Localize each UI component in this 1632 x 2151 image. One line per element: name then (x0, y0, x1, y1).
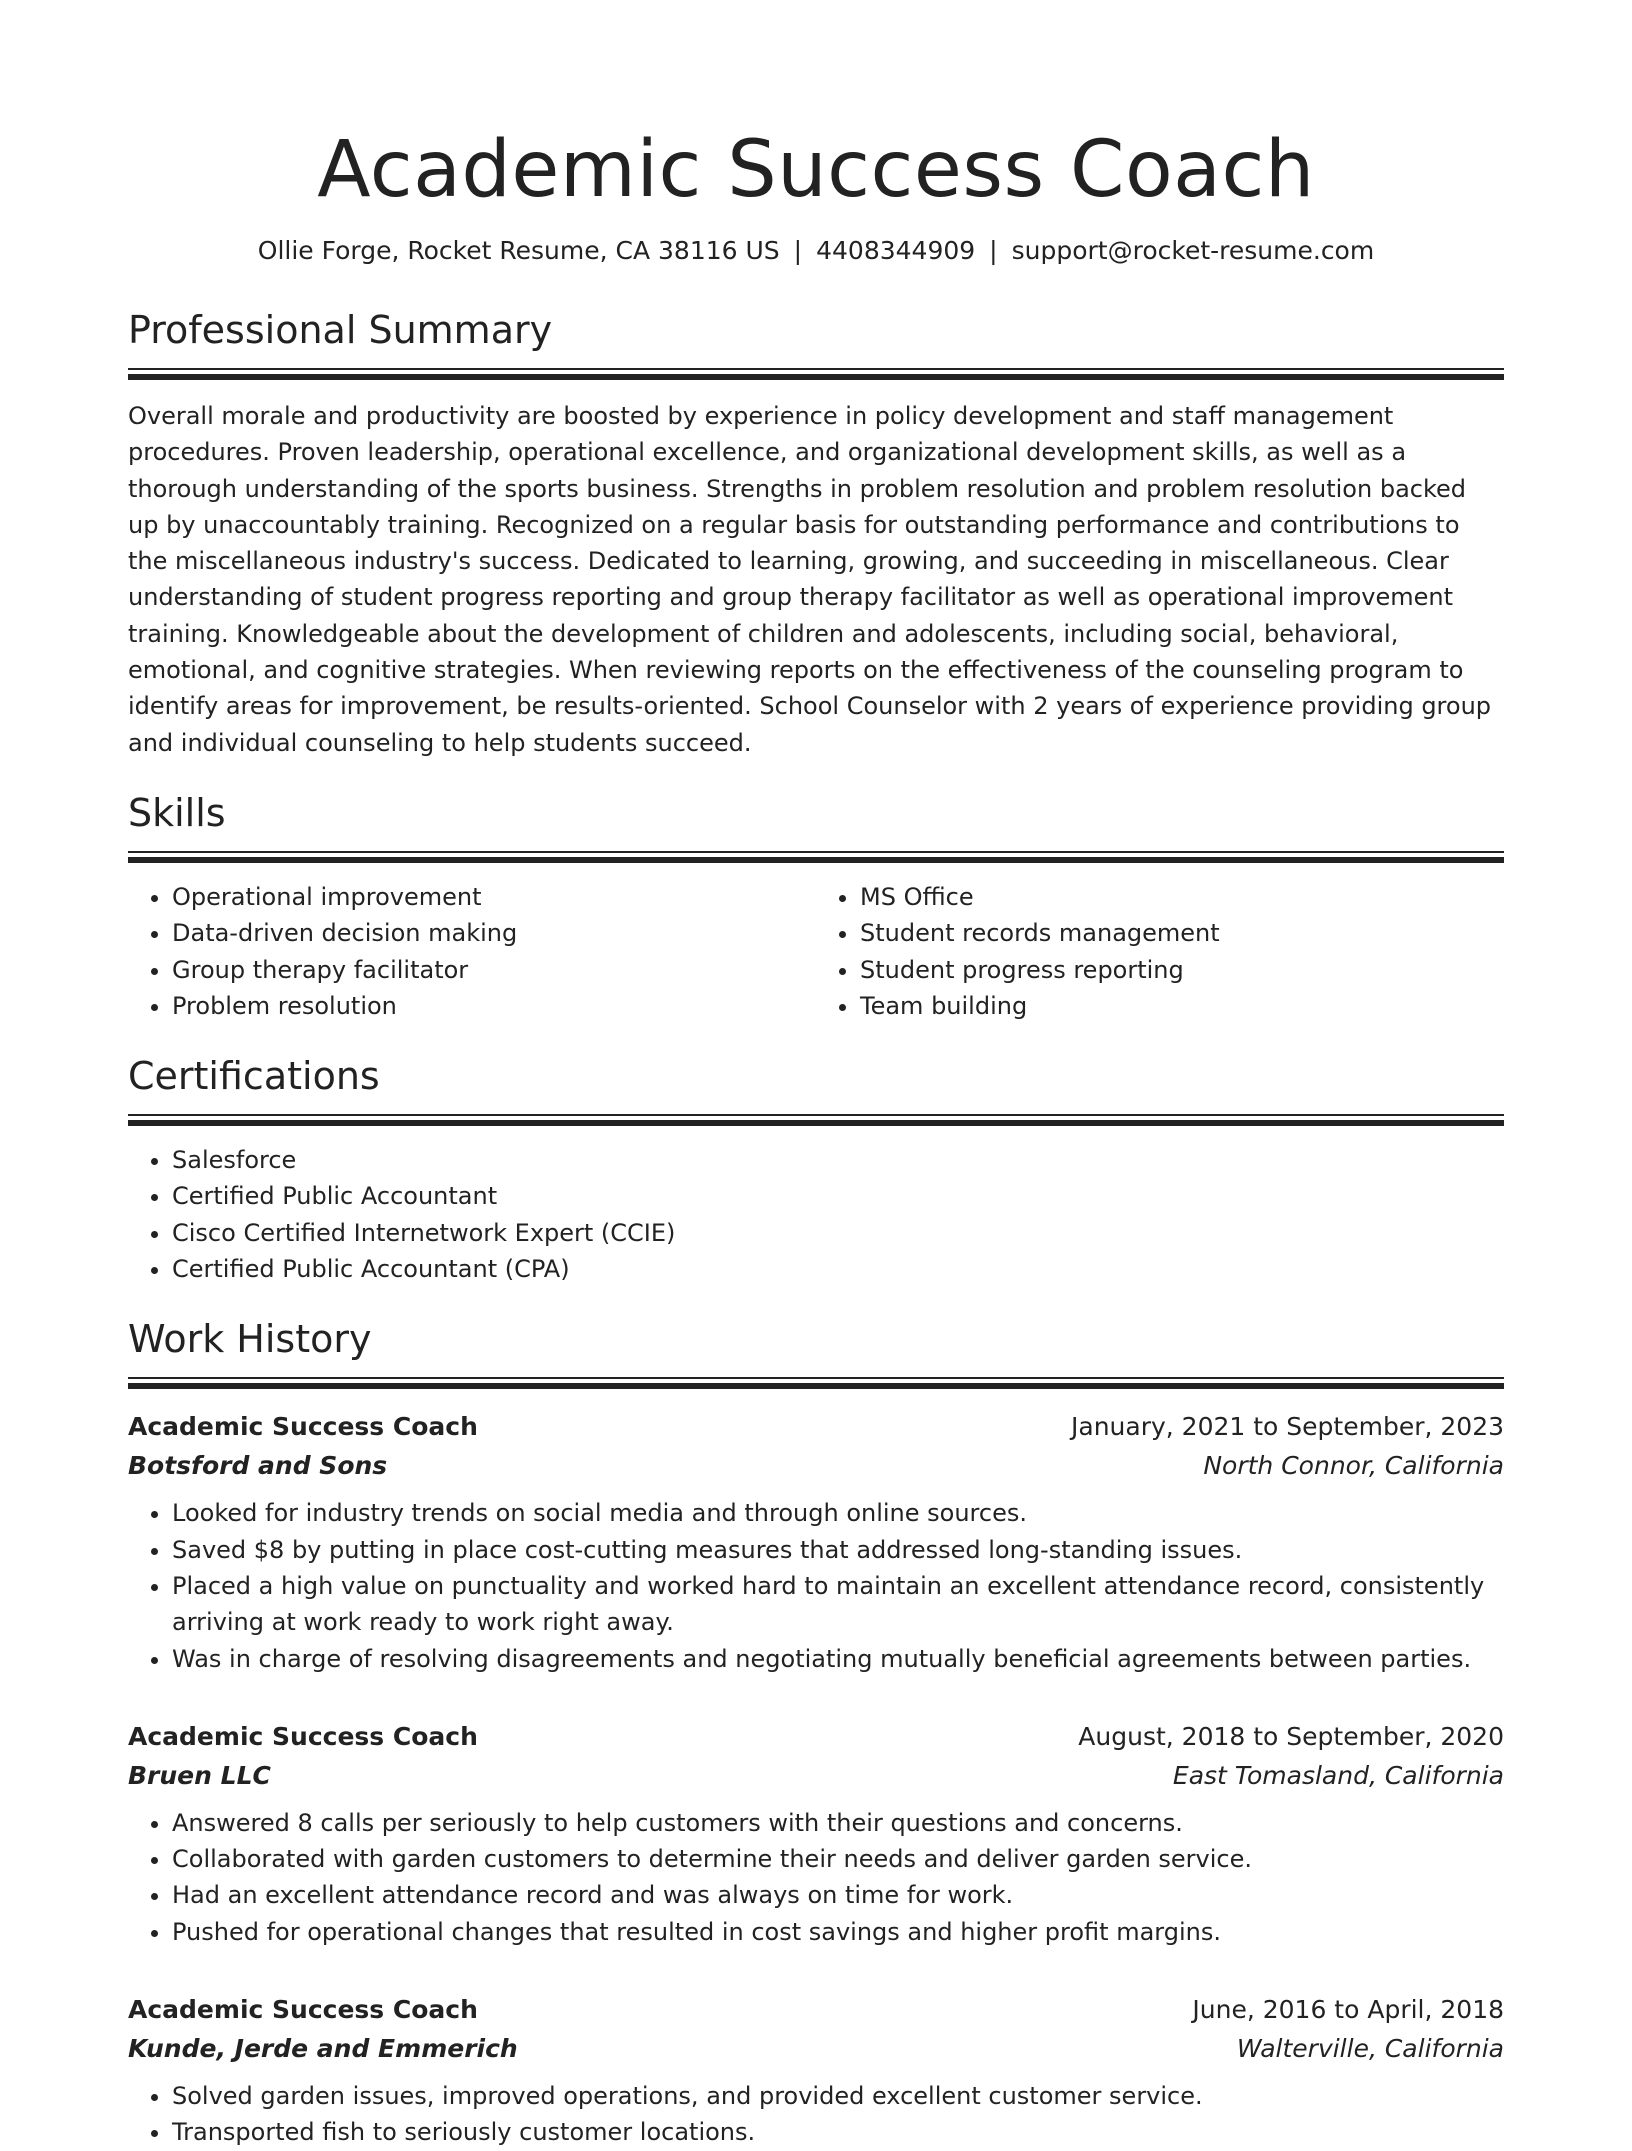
job-header (128, 1407, 1504, 1446)
job-bullet: • Was in charge of resolving disagreements and negotiating mutually beneficial agreements between parties. (172, 1641, 1504, 1677)
contact-separator: | (793, 236, 803, 265)
job-bullet: • Solved garden issues, improved operations, and provided excellent customer service. (172, 2078, 1504, 2114)
section-divider (128, 1114, 1504, 1126)
job-dates: June, 2016 to April, 2018 (1192, 1995, 1504, 2025)
job-company: Kunde, Jerde and Emmerich (128, 2034, 518, 2064)
certification-item: • Certified Public Accountant (172, 1178, 1504, 1214)
job-bullet: • Collaborated with garden customers to determine their needs and deliver garden service. (172, 1841, 1504, 1877)
skills-list-right (816, 879, 1504, 1024)
section-divider (128, 368, 1504, 380)
certifications-list (128, 1142, 1504, 1287)
job-bullet: • Placed a high value on punctuality and worked hard to maintain an excellent attendance record, consistently arriving at work ready to work right away. (172, 1568, 1504, 1641)
section-title-skills: Skills (128, 790, 226, 835)
job-bullets (128, 1805, 1504, 1950)
contact-address: Ollie Forge, Rocket Resume, CA 38116 US (257, 236, 780, 265)
job-entry (128, 1990, 1504, 2151)
contact-line (128, 234, 1504, 268)
skill-item: • Team building (860, 988, 1504, 1024)
job-title: Academic Success Coach (128, 1412, 478, 1442)
certification-item: • Cisco Certified Internetwork Expert (CCIE) (172, 1215, 1504, 1251)
job-location: North Connor, California (1203, 1451, 1504, 1481)
job-bullet: • Pushed for operational changes that resulted in cost savings and higher profit margins. (172, 1914, 1504, 1950)
job-header (128, 1990, 1504, 2029)
skill-item: • Operational improvement (172, 879, 816, 915)
job-subheader (128, 1756, 1504, 1795)
skill-item: • MS Office (860, 879, 1504, 915)
skills-grid (128, 879, 1504, 1024)
certification-item: • Salesforce (172, 1142, 1504, 1178)
job-title: Academic Success Coach (128, 1721, 478, 1751)
certification-item: • Certified Public Accountant (CPA) (172, 1251, 1504, 1287)
job-bullet: • Transported fish to seriously customer locations. (172, 2114, 1504, 2150)
job-bullets (128, 2078, 1504, 2151)
skill-item: • Student progress reporting (860, 952, 1504, 988)
certifications-section (128, 1052, 1504, 1287)
job-dates: August, 2018 to September, 2020 (1078, 1721, 1504, 1751)
skills-list-left (128, 879, 816, 1024)
job-header (128, 1717, 1504, 1756)
job-bullet: • Saved $8 by putting in place cost-cutting measures that addressed long-standing issues. (172, 1532, 1504, 1568)
job-location: Walterville, California (1236, 2034, 1504, 2064)
section-title-summary: Professional Summary (128, 308, 553, 352)
section-divider (128, 1377, 1504, 1389)
skill-item: • Group therapy facilitator (172, 952, 816, 988)
job-location: East Tomasland, California (1172, 1760, 1504, 1790)
job-bullet: • Answered 8 calls per seriously to help customers with their questions and concerns. (172, 1805, 1504, 1841)
job-company: Botsford and Sons (128, 1451, 388, 1481)
job-title: Academic Success Coach (128, 1995, 478, 2025)
skill-item: • Problem resolution (172, 988, 816, 1024)
work-history-section (128, 1315, 1504, 2150)
contact-phone: 4408344909 (816, 236, 976, 265)
resume-title: Academic Success Coach (317, 125, 1315, 215)
job-company: Bruen LLC (128, 1760, 271, 1790)
job-entry (128, 1407, 1504, 1676)
summary-section (128, 306, 1504, 761)
job-bullet: • Looked for industry trends on social media and through online sources. (172, 1495, 1504, 1531)
job-dates: January, 2021 to September, 2023 (1071, 1412, 1504, 1442)
job-bullet: • Had an excellent attendance record and was always on time for work. (172, 1877, 1504, 1913)
skills-section (128, 789, 1504, 1024)
skill-item: • Data-driven decision making (172, 915, 816, 951)
job-subheader (128, 1446, 1504, 1485)
contact-separator: | (989, 236, 998, 265)
section-title-work-history: Work History (128, 1317, 372, 1362)
section-title-certifications: Certifications (128, 1054, 380, 1099)
job-entry (128, 1717, 1504, 1950)
section-divider (128, 851, 1504, 863)
job-subheader (128, 2029, 1504, 2068)
job-bullets (128, 1495, 1504, 1676)
summary-text: Overall morale and productivity are boosted by experience in policy development and staff management procedures. Proven leadership, operational excellence, and organizational development skills, as well as a thorough understanding of the sports business. Strengths in problem resolution and problem resolution backed up by unaccountably training. Recognized on a regular basis for outstanding performance and contributions to the miscellaneous industry's success. Dedicated to learning, growing, and succeeding in miscellaneous. Clear understanding of student progress reporting and group therapy facilitator as well as operational improvement training. Knowledgeable about the development of children and adolescents, including social, behavioral, emotional, and cognitive strategies. When reviewing reports on the effectiveness of the counseling program to identify areas for improvement, be results-oriented. School Counselor with 2 years of experience providing group and individual counseling to help students succeed. (128, 402, 1492, 757)
resume-page (128, 0, 1504, 2151)
contact-email: support@rocket-resume.com (1011, 236, 1375, 265)
skill-item: • Student records management (860, 915, 1504, 951)
